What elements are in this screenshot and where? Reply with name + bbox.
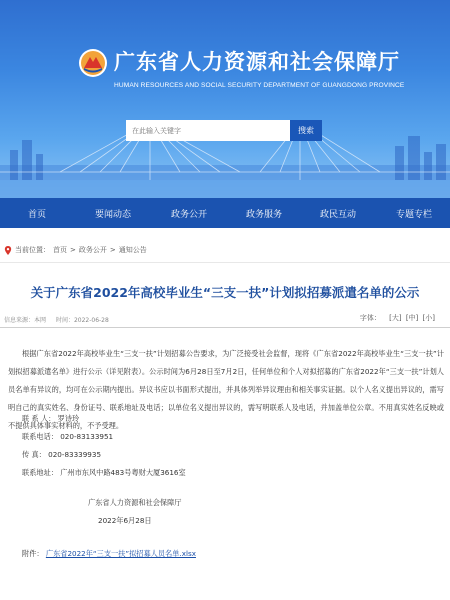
breadcrumb-separator: > xyxy=(109,246,116,254)
breadcrumb xyxy=(4,245,147,255)
search-input[interactable] xyxy=(126,120,290,141)
breadcrumb-home[interactable]: 首页 xyxy=(53,246,67,254)
font-size-small[interactable]: [小] xyxy=(422,314,435,322)
emblem-icon[interactable] xyxy=(78,48,108,78)
breadcrumb-notices[interactable]: 通知公告 xyxy=(118,246,147,254)
contact-address: 联系地址： 广州市东风中路483号粤财大厦3616室 xyxy=(22,468,186,477)
font-size-medium[interactable]: [中] xyxy=(405,314,419,322)
attachment xyxy=(22,549,196,559)
site-subtitle: HUMAN RESOURCES AND SOCIAL SECURITY DEPARTMENT OF GUANGDONG PROVINCE xyxy=(114,82,405,89)
font-size-large[interactable]: [大] xyxy=(389,314,402,322)
breadcrumb-gov-info[interactable]: 政务公开 xyxy=(78,246,107,254)
nav-item-news[interactable]: 要闻动态 xyxy=(95,210,132,220)
signature-org: 广东省人力资源和社会保障厅 xyxy=(88,498,182,507)
contact-phone: 联系电话： 020-83133951 xyxy=(22,432,114,441)
breadcrumb-prefix: 当前位置： xyxy=(15,246,50,254)
site-title[interactable]: 广东省人力资源和社会保障厅 xyxy=(114,50,400,74)
nav-item-interaction[interactable]: 政民互动 xyxy=(320,210,357,220)
signature-date: 2022年6月28日 xyxy=(98,516,152,525)
article-body: 根据广东省2022年高校毕业生“三支一扶”计划招募公告要求，为广泛接受社会监督，现将《广东省2022年高校毕业生“三支一扶”计划拟招募派遣名单》进行公示（详见附表）。公示时间为6月28日至7月2日，任何单位和个人对拟招募的广东省2022年“三支一扶”计划人员名单有异议的，均可在公示期内提出。异议书应以书面形式提出，并具体列举异议理由和相关事实证据。以个人名义提出异议的，需写明自己的真实姓名、身份证号、联系地址及电话；以单位名义提出异议的，需写明联系人及电话，并加盖单位公章。不用真实姓名反映或不提供具体事实材料的，不予受理。 xyxy=(8,349,444,430)
nav-item-gov-info[interactable]: 政务公开 xyxy=(171,210,208,220)
article-date: 时间：2022-06-28 xyxy=(55,317,109,324)
font-size-control xyxy=(360,313,436,323)
nav-item-gov-service[interactable]: 政务服务 xyxy=(246,210,283,220)
breadcrumb-separator: > xyxy=(70,246,76,254)
divider xyxy=(0,327,450,328)
contact-person: 联 系 人： 罗诗玲 xyxy=(22,414,80,423)
article-meta xyxy=(4,315,117,324)
divider xyxy=(0,262,450,263)
header-banner xyxy=(0,0,450,198)
article-title: 关于广东省2022年高校毕业生“三支一扶”计划拟招募派遣名单的公示 xyxy=(30,285,420,300)
contact-fax: 传 真： 020-83339935 xyxy=(22,450,102,459)
search-button[interactable]: 搜索 xyxy=(290,120,322,141)
location-pin-icon xyxy=(4,246,12,255)
article-source: 信息来源：本网 xyxy=(4,317,47,324)
nav-item-topics[interactable]: 专题专栏 xyxy=(396,210,433,220)
attachment-link[interactable]: 广东省2022年“三支一扶”拟招募人员名单.xlsx xyxy=(45,549,196,558)
attachment-label: 附件： xyxy=(22,549,44,558)
font-size-label: 字体： xyxy=(359,314,381,322)
nav-item-home[interactable]: 首页 xyxy=(28,210,47,220)
main-nav xyxy=(0,198,450,228)
